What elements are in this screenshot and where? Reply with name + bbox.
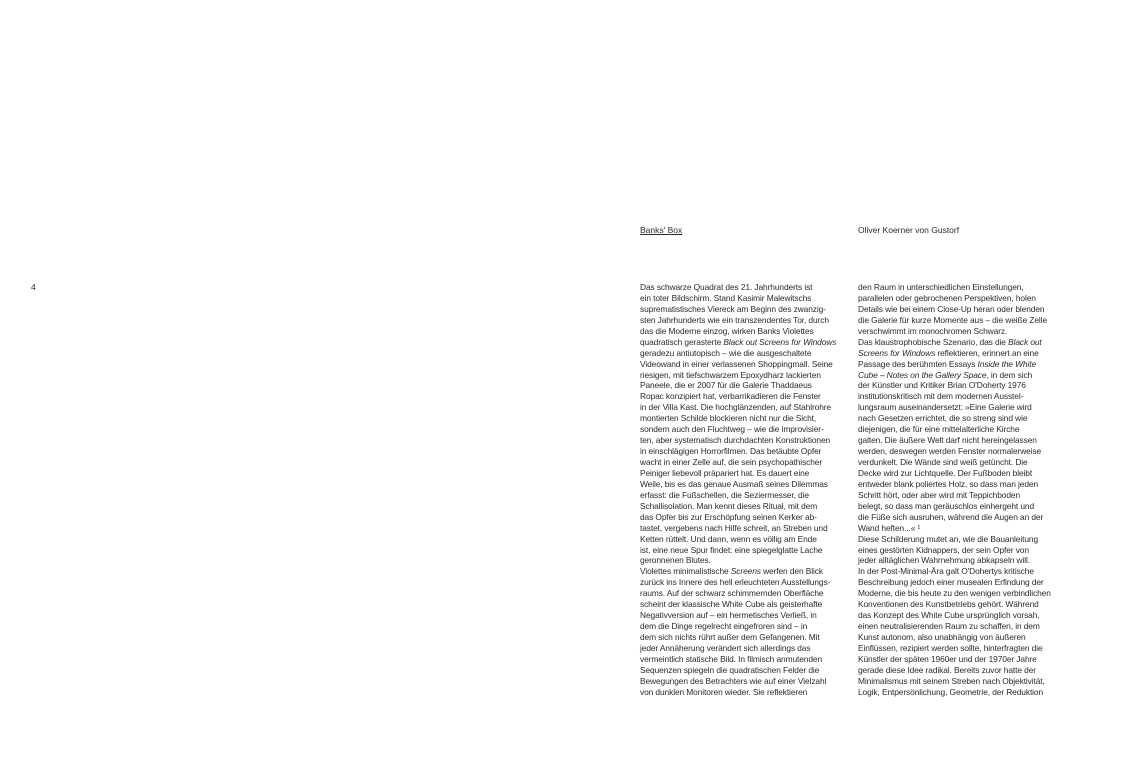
text-line (640, 293, 852, 304)
text-line (858, 512, 1070, 523)
text-line (640, 391, 852, 402)
text-line (858, 588, 1070, 599)
text-segment: geradezu antiutopisch – wie die ausgeschaltete (640, 347, 812, 358)
text-line (858, 315, 1070, 326)
text-line (858, 293, 1070, 304)
text-line (858, 282, 1070, 293)
text-segment: lungsraum auseinandersetzt: »Eine Galerie wird (858, 402, 1032, 413)
italic-text-segment: Black out (1008, 336, 1042, 347)
text-segment: Bewegungen des Betrachters wie auf einer Vielzahl (640, 675, 827, 686)
text-segment: institutionskritisch mit dem modernen Ausstel- (858, 391, 1024, 402)
text-segment: werden, deswegen werden Fenster normalerweise (858, 446, 1042, 457)
text-segment: verdunkelt. Die Wände sind weiß getüncht. Die (858, 457, 1028, 467)
text-segment: die Galerie für kurze Momente aus – die weiße Zelle (858, 314, 1048, 325)
text-line (640, 654, 852, 665)
text-line (640, 315, 852, 326)
section-title: Banks' Box (640, 225, 683, 235)
text-segment: , in dem sich (986, 369, 1033, 380)
text-segment: erfasst: die Fußschellen, die Seziermesser, die (640, 489, 809, 500)
text-segment: gerade diese Idee radikal. Bereits zuvor hatte der (858, 664, 1036, 675)
text-segment: Weile, bis es das genaue Ausmaß seines Dilemmas (640, 478, 828, 489)
text-segment: einen neutralisierenden Raum zu schaffen, in dem (858, 621, 1040, 632)
body-text-column-left (640, 282, 852, 698)
text-line (858, 359, 1070, 370)
text-segment: Negativversion auf – ein hermetisches Verließ, in (640, 610, 817, 621)
text-segment: Minimalismus mit seinem Streben nach Objektivität, (858, 675, 1045, 686)
text-segment: das Konzept des White Cube ursprünglich vorsah, (858, 610, 1040, 621)
text-segment: den Raum in unterschiedlichen Einstellungen, (858, 282, 1024, 292)
text-line (640, 282, 852, 293)
text-line (640, 566, 852, 577)
text-segment: Wand heften...« ¹ (858, 522, 921, 533)
text-line (640, 555, 852, 566)
text-line (858, 566, 1070, 577)
text-line (640, 523, 852, 534)
text-segment: entweder blank poliertes Holz, so dass man jeden (858, 478, 1039, 489)
text-segment: suprematistisches Viereck am Beginn des zwanzig- (640, 303, 826, 314)
text-segment: Sequenzen spiegeln die quadratischen Felder die (640, 664, 820, 675)
text-segment: eines gestörten Kidnappers, der sein Opfer von (858, 544, 1029, 555)
text-segment: in einschlägigen Horrorfilmen. Das betäubte Opfer (640, 446, 822, 457)
text-segment: ten, aber systematisch durchdachten Konstruktionen (640, 435, 831, 446)
text-line (640, 643, 852, 654)
text-segment: Videowand in einer verlassenen Shoppingmall. Seine (640, 358, 833, 369)
text-segment: vermeintlich statische Bild. In filmisch anmutenden (640, 653, 823, 664)
text-segment: werfen den Blick (760, 566, 823, 577)
text-line (640, 490, 852, 501)
italic-text-segment: Screens for Windows (858, 347, 936, 358)
italic-text-segment: Inside the White (977, 358, 1036, 369)
text-line (858, 610, 1070, 621)
text-segment: Schallisolation. Man kennt dieses Ritual, mit dem (640, 500, 818, 511)
text-line (640, 348, 852, 359)
text-segment: Decke wird zur Lichtquelle. Der Fußboden bleibt (858, 467, 1033, 478)
text-line (858, 435, 1070, 446)
text-segment: tastet, vergebens nach Hilfe schreit, an Streben und (640, 522, 828, 533)
text-segment: geronnenen Blutes. (640, 555, 711, 566)
text-line (858, 687, 1070, 698)
text-line (858, 643, 1070, 654)
text-segment: Violettes minimalistische (640, 566, 731, 577)
text-line (640, 676, 852, 687)
text-segment: wacht in einer Zelle auf, die sein psychopathischer (640, 457, 823, 467)
text-line (858, 654, 1070, 665)
text-segment: quadratisch gerasterte (640, 336, 724, 347)
text-line (858, 621, 1070, 632)
italic-text-segment: Black out Screens for Windows (723, 336, 837, 347)
text-segment: Logik, Entpersönlichung, Geometrie, der Reduktion (858, 686, 1044, 697)
italic-text-segment: Screens (730, 566, 761, 577)
text-segment: Moderne, die bis heute zu den wenigen verbindlichen (858, 588, 1051, 599)
text-segment: Künstler der späten 1960er und der 1970er Jahre (858, 653, 1037, 664)
text-line (640, 632, 852, 643)
text-segment: Ropac konzipiert hat, verbarrikadieren die Fenster (640, 391, 821, 402)
text-line (640, 435, 852, 446)
text-segment: in der Villa Kast. Die hochglänzenden, auf Stahlrohre (640, 402, 832, 413)
text-line (858, 501, 1070, 512)
text-segment: sondern auch den Fluchtweg – wie die improvisier- (640, 424, 824, 435)
text-segment: reflektieren, erinnert an eine (935, 347, 1039, 358)
text-segment: dem die Dinge regelrecht eingefroren sind – in (640, 621, 808, 632)
text-line (640, 468, 852, 479)
text-line (858, 304, 1070, 315)
text-line (858, 479, 1070, 490)
text-line (640, 534, 852, 545)
text-line (858, 326, 1070, 337)
text-segment: jeder Annäherung verändert sich allerdings das (640, 642, 811, 653)
text-line (858, 468, 1070, 479)
text-line (858, 424, 1070, 435)
text-segment: dem sich nichts rührt außer dem Gefangenen. Mit (640, 632, 820, 642)
text-segment: parallelen oder gebrochenen Perspektiven, holen (858, 292, 1036, 303)
text-segment: sten Jahrhunderts wie ein transzendentes Tor, durch (640, 314, 829, 325)
body-text-column-right (858, 282, 1070, 698)
text-segment: diejenigen, die für eine mittelalterliche Kirche (858, 424, 1020, 435)
text-segment: Beschreibung jedoch einer musealen Erfindung der (858, 577, 1044, 588)
page-number: 4 (31, 282, 36, 292)
text-line (858, 534, 1070, 545)
text-line (858, 665, 1070, 676)
text-segment: Paneele, die er 2007 für die Galerie Thaddaeus (640, 380, 812, 391)
text-segment: zurück ins Innere des hell erleuchteten Ausstellungs- (640, 577, 831, 588)
text-line (640, 326, 852, 337)
text-line (858, 676, 1070, 687)
text-line (640, 599, 852, 610)
text-segment: riesigen, mit tiefschwarzem Epoxydharz lackierten (640, 369, 821, 380)
text-line (640, 610, 852, 621)
text-line (858, 599, 1070, 610)
text-line (640, 545, 852, 556)
text-line (640, 687, 852, 698)
text-segment: In der Post-Minimal-Ära galt O'Dohertys kritische (858, 566, 1034, 577)
text-line (858, 523, 1070, 534)
text-segment: Diese Schilderung mutet an, wie die Bauanleitung (858, 533, 1039, 544)
text-segment: jeder alltäglichen Wahrnehmung abkapseln will. (858, 555, 1030, 566)
text-line (858, 457, 1070, 468)
text-line (858, 555, 1070, 566)
text-segment: Peiniger liebevoll präpariert hat. Es dauert eine (640, 467, 810, 478)
text-line (858, 370, 1070, 381)
text-line (640, 501, 852, 512)
text-line (640, 402, 852, 413)
text-line (640, 359, 852, 370)
text-segment: Das schwarze Quadrat des 21. Jahrhunderts ist (640, 282, 813, 292)
text-line (640, 457, 852, 468)
text-line (640, 380, 852, 391)
text-segment: verschwimmt im monochromen Schwarz. (858, 325, 1008, 336)
text-segment: nach Gesetzen errichtet, die so streng sind wie (858, 413, 1028, 424)
text-segment: von dunklen Monitoren wieder. Sie reflektieren (640, 686, 808, 697)
text-line (640, 337, 852, 348)
text-segment: das Opfer bis zur Erschöpfung seinen Kerker ab- (640, 511, 817, 522)
text-segment: die Füße sich ausruhen, während die Augen an der (858, 511, 1044, 522)
text-line (640, 424, 852, 435)
text-segment: galten. Die äußere Welt darf nicht hereingelassen (858, 435, 1037, 446)
text-line (858, 380, 1070, 391)
text-segment: belegt, so dass man geräuschlos einhergeht und (858, 500, 1035, 511)
text-line (640, 577, 852, 588)
text-segment: scheint der klassische White Cube als geisterhafte (640, 599, 823, 610)
text-segment: raums. Auf der schwarz schimmernden Oberfläche (640, 588, 824, 599)
text-segment: Passage des berühmten Essays (858, 358, 978, 369)
text-line (640, 304, 852, 315)
text-line (640, 588, 852, 599)
text-line (640, 413, 852, 424)
text-line (858, 545, 1070, 556)
text-line (858, 337, 1070, 348)
text-line (640, 446, 852, 457)
text-line (858, 413, 1070, 424)
text-segment: der Künstler und Kritiker Brian O'Doherty 1976 (858, 380, 1026, 391)
text-line (640, 479, 852, 490)
text-line (858, 446, 1070, 457)
text-segment: ein toter Bildschirm. Stand Kasimir Malewitschs (640, 292, 812, 303)
italic-text-segment: Cube – Notes on the Gallery Space (858, 369, 987, 380)
text-line (640, 512, 852, 523)
text-segment: Schritt hört, oder aber wird mit Teppichboden (858, 489, 1021, 500)
author-name: Oliver Koerner von Gustorf (858, 225, 960, 235)
text-segment: das die Moderne einzog, wirken Banks Violettes (640, 325, 814, 336)
text-segment: ist, eine neue Spur findet: eine spiegelglatte Lache (640, 544, 823, 555)
text-line (640, 370, 852, 381)
text-line (640, 621, 852, 632)
text-line (858, 348, 1070, 359)
text-segment: Ketten rüttelt. Und dann, wenn es völlig am Ende (640, 533, 817, 544)
text-line (858, 632, 1070, 643)
text-line (640, 665, 852, 676)
text-line (858, 402, 1070, 413)
text-line (858, 577, 1070, 588)
text-segment: Das klaustrophobische Szenario, das die (858, 336, 1009, 347)
text-segment: Einflüssen, rezipiert werden sollte, hinterfragten die (858, 642, 1043, 653)
text-line (858, 490, 1070, 501)
text-segment: Konventionen des Kunstbetriebs gehört. Während (858, 599, 1039, 610)
text-segment: montierten Schilde blockieren nicht nur die Sicht, (640, 413, 817, 424)
text-line (858, 391, 1070, 402)
text-segment: Kunst autonom, also unabhängig von äußeren (858, 632, 1026, 642)
text-segment: Details wie bei einem Close-Up heran oder blenden (858, 303, 1045, 314)
